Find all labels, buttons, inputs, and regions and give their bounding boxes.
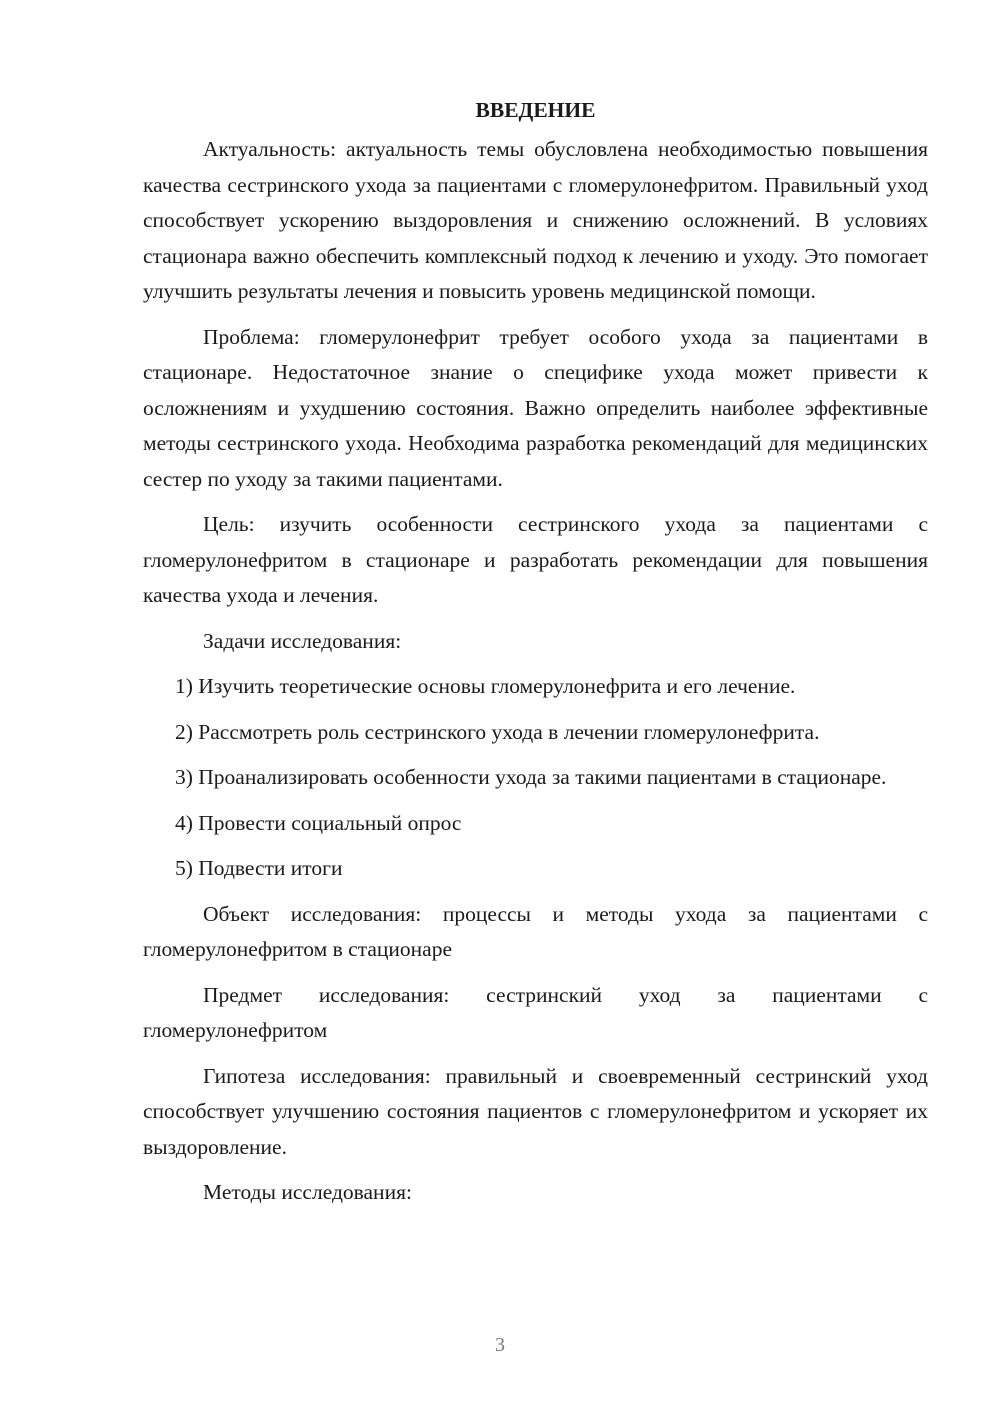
relevance-paragraph: Актуальность: актуальность темы обусловлена необходимостью повышения качества сестринского ухода за пациентами с гломерулонефритом. Правильный уход способствует ускорению выздоровления и снижению осложнений. В условиях стационара важно обеспечить комплексный подход к лечению и уходу. Это помогает улучшить результаты лечения и повысить уровень медицинской помощи. (143, 137, 928, 303)
task-item-3: 3) Проанализировать особенности ухода за такими пациентами в стационаре. (175, 765, 887, 789)
task-item-5: 5) Подвести итоги (175, 856, 343, 880)
problem-paragraph: Проблема: гломерулонефрит требует особого ухода за пациентами в стационаре. Недостаточное знание о специфике ухода может привести к осложнениям и ухудшению состояния. Важно определить наиболее эффективные методы сестринского ухода. Необходима разработка рекомендаций для медицинских сестер по уходу за такими пациентами. (143, 324, 928, 491)
task-item-1: 1) Изучить теоретические основы гломерулонефрита и его лечение. (175, 674, 796, 698)
methods-title: Методы исследования: (203, 1180, 412, 1204)
object-paragraph: Объект исследования: процессы и методы ухода за пациентами с гломерулонефритом в стационаре (143, 901, 928, 961)
page-number: 3 (495, 1334, 505, 1356)
page-title: ВВЕДЕНИЕ (475, 98, 596, 122)
goal-paragraph: Цель: изучить особенности сестринского ухода за пациентами с гломерулонефритом в стационаре и разработать рекомендации для повышения качества ухода и лечения. (143, 512, 928, 607)
subject-paragraph: Предмет исследования: сестринский уход за пациентами с гломерулонефритом (143, 982, 928, 1042)
task-item-2: 2) Рассмотреть роль сестринского ухода в лечении гломерулонефрита. (175, 719, 820, 744)
hypothesis-paragraph: Гипотеза исследования: правильный и своевременный сестринский уход способствует улучшению состояния пациентов с гломерулонефритом и ускоряет их выздоровление. (143, 1063, 928, 1159)
document-page (143, 92, 928, 1221)
tasks-title: Задачи исследования: (203, 628, 402, 653)
task-item-4: 4) Провести социальный опрос (175, 810, 462, 835)
